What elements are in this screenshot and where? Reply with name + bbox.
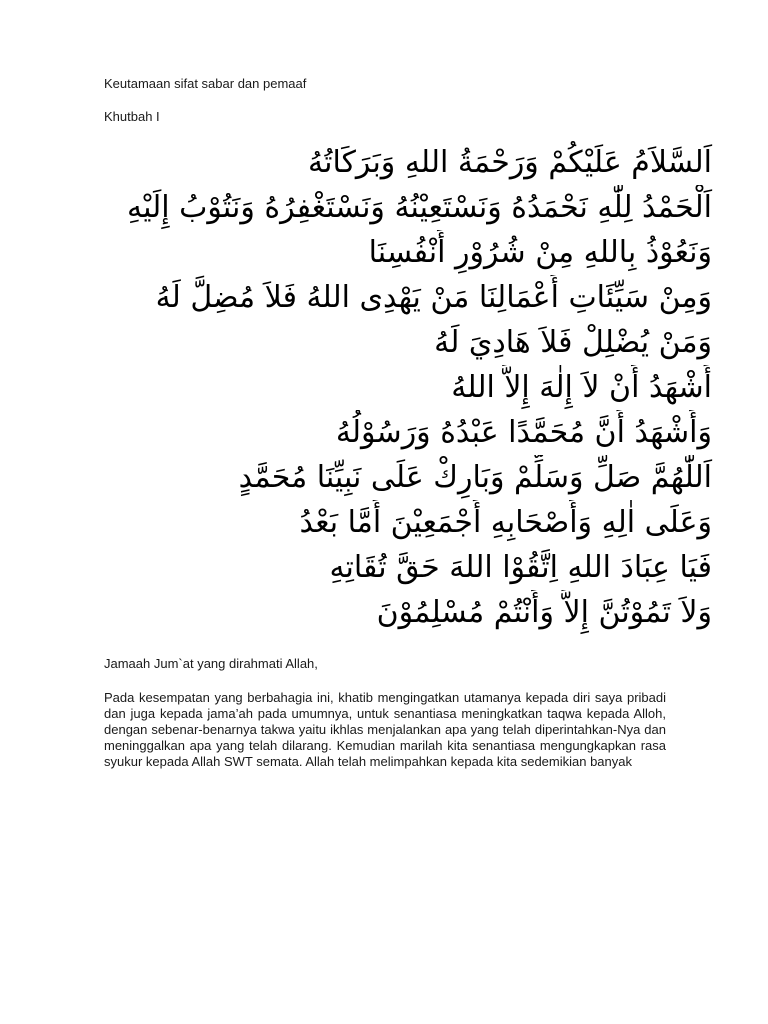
arabic-line: اَلسَّلاَمُ عَلَيْكُمْ وَرَحْمَةُ اللهِ وَبَرَكَاتُهُ <box>308 145 712 180</box>
body-paragraph: Pada kesempatan yang berbahagia ini, khatib mengingatkan utamanya kepada diri saya pribadi dan juga kepada jama’ah pada umumnya, untuk senantiasa meningkatkan taqwa kepada Alloh, dengan sebenar-benarnya takwa yaitu ikhlas menjalankan apa yang telah diperintahkan-Nya dan meninggalkan apa yang telah dilarang. Kemudian marilah kita senantiasa mengungkapkan rasa syukur kepada Allah SWT semata. Allah telah melimpahkan kepada kita sedemikian banyak <box>104 690 666 769</box>
arabic-line: وَأَشْهَدُ أَنَّ مُحَمَّدًا عَبْدُهُ وَرَسُوْلُهُ <box>335 415 712 450</box>
arabic-line: وَمِنْ سَيِّئَاتِ أَعْمَالِنَا مَنْ يَهْدِى اللهُ فَلاَ مُضِلَّ لَهُ <box>155 280 712 315</box>
arabic-line: اَللّٰهُمَّ صَلِّ وَسَلِّمْ وَبَارِكْ عَلَى نَبِيِّنَا مُحَمَّدٍ <box>238 460 712 495</box>
arabic-line: فَيَا عِبَادَ اللهِ اِتَّقُوْا اللهَ حَقَّ تُقَاتِهِ <box>329 550 712 585</box>
arabic-line: وَنَعُوْذُ بِاللهِ مِنْ شُرُوْرِ أَنْفُسِنَا <box>368 235 712 270</box>
arabic-line: وَمَنْ يُضْلِلْ فَلاَ هَادِيَ لَهُ <box>434 325 712 360</box>
arabic-opening-block <box>100 140 736 635</box>
section-heading: Khutbah I <box>104 109 160 124</box>
greeting-line: Jamaah Jum`at yang dirahmati Allah, <box>104 656 318 671</box>
arabic-line: وَعَلَى اٰلِهِ وَأَصْحَابِهِ أَجْمَعِيْنَ أَمَّا بَعْدُ <box>299 505 712 540</box>
arabic-line: أَشْهَدُ أَنْ لاَ إِلٰهَ إِلاَّ اللهُ <box>451 370 712 405</box>
arabic-line: اَلْحَمْدُ لِلّٰهِ نَحْمَدُهُ وَنَسْتَعِيْنُهُ وَنَسْتَغْفِرُهُ وَنَتُوْبُ إِلَيْهِ <box>127 190 712 225</box>
document-title: Keutamaan sifat sabar dan pemaaf <box>104 76 307 91</box>
arabic-line: وَلاَ تَمُوْتُنَّ إِلاَّ وَأَنْتُمْ مُسْلِمُوْنَ <box>376 595 712 630</box>
